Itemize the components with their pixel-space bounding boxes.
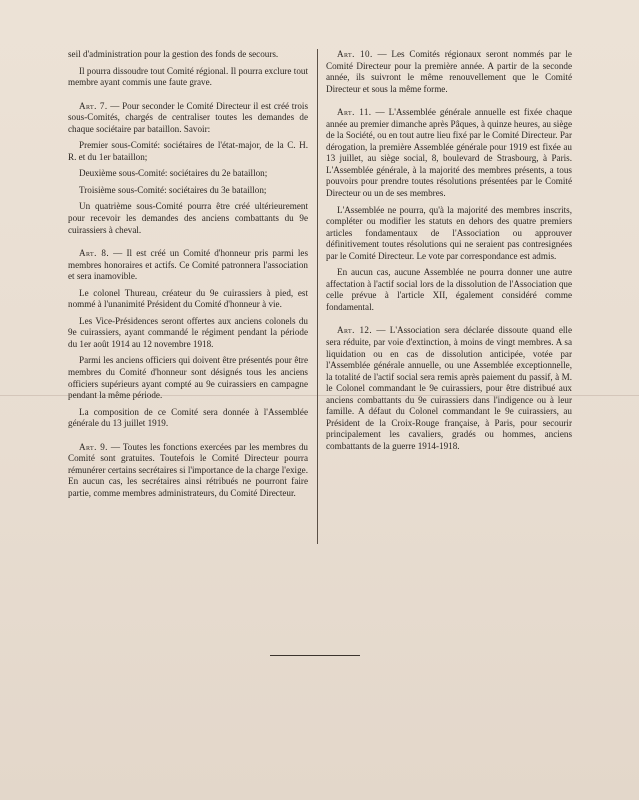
article-12-label: Art. 12. [337,325,373,336]
paragraph-quatrieme-sous-comite: Un quatrième sous-Comité pourra être créé ultérieurement pour recevoir les demandes des anciens combattants du 9e cuirassiers à cheval. [68,201,308,235]
paragraph-premier-sous-comite: Premier sous-Comité: sociétaires de l'état-major, de la C. H. R. et du 1er bataillon; [68,140,308,162]
article-10-text: — Les Comités régionaux seront nommés par le Comité Directeur pour la première année. A partir de la seconde année, ils suivront le même renouvellement que le Comité Directeur et sous la même forme. [326,49,572,94]
article-7-label: Art. 7. [79,100,108,111]
article-9-text: — Toutes les fonctions exercées par les membres du Comité sont gratuites. Toutefois le Comité Directeur pourra rémunérer certains secrétaires si l'importance de la charge l'exige. En aucun cas, les secrétaires ainsi rétribués ne pourront faire partie, comme membres administrateurs, du Comité Directeur. [68,441,308,498]
closing-rule [270,655,360,656]
paragraph-dissoudre: Il pourra dissoudre tout Comité régional. Il pourra exclure tout membre ayant commis une faute grave. [68,65,308,88]
article-12-text: — L'Association sera déclarée dissoute quand elle sera réduite, par voie d'extinction, à moins de vingt membres. A sa liquidation ou en cas de dissolution anticipée, votée par l'Assemblée générale annuelle, ou une Assemblée exceptionnelle, la totalité de l'actif social sera remis après paiement du passif, à M. le Colonel commandant le 9e cuirassiers, pour être distribué aux anciens combattants du 9e cuirassiers dans l'indigence ou à leur famille. A défaut du Colonel commandant le 9e cuirassiers, au Président de la Croix-Rouge française, à Paris, pour secourir principalement les cavaliers, gradés ou hommes, anciens combattants de la guerre 1914-1918. [326,325,572,451]
paragraph-deuxieme-sous-comite: Deuxième sous-Comité: sociétaires du 2e bataillon; [79,168,268,179]
paragraph-vice-presidences: Les Vice-Présidences seront offertes aux anciens colonels du 9e cuirassiers, ayant commandé le régiment pendant la période du 1er août 1914 au 12 novembre 1918. [68,315,308,349]
paragraph-composition: La composition de ce Comité sera donnée à l'Assemblée générale du 13 juillet 1919. [68,406,308,429]
article-11 [326,107,572,199]
paragraph-aucun-cas: En aucun cas, aucune Assemblée ne pourra donner une autre affectation à l'actif social lors de la dissolution de l'Association que celle prévue à l'article XII, également considéré comme fondamental. [326,267,572,312]
paragraph-colonel-thureau: Le colonel Thureau, créateur du 9e cuirassiers à pied, est nommé à l'unanimité Président du Comité d'honneur à vie. [68,287,308,310]
paragraph-troisieme-sous-comite: Troisième sous-Comité: sociétaires du 3e bataillon; [79,184,267,195]
article-11-text: — L'Assemblée générale annuelle est fixée chaque année au premier dimanche après Pâques, à quinze heures, au siège de la Société, ou en tout autre lieu fixé par le Comité Directeur. Par dérogation, la première Assemblée générale pour 1919 est fixée au 13 juillet, au siège social, 8, boulevard de Strasbourg, à Paris. L'Assemblée générale, à la majorité des membres présents, a tous pouvoirs pour prendre toutes résolutions présentées par le Comité Directeur ou un de ses membres. [326,107,572,199]
article-10-label: Art. 10. [337,49,373,59]
paragraph-majorite: L'Assemblée ne pourra, qu'à la majorité des membres inscrits, compléter ou modifier les statuts en dehors des quatre premiers articles fondamentaux de l'Association ou approuver définitivement toutes résolutions qui ne seraient pas contresignées par le Comité Directeur. Le vote par correspondance est admis. [326,204,572,261]
article-8-text: — Il est créé un Comité d'honneur pris parmi les membres honoraires et actifs. Ce Comité patronnera l'association et sera inamovible. [68,248,308,282]
article-9 [68,442,308,500]
article-7 [68,101,308,136]
article-12 [326,325,572,452]
paragraph-anciens-officiers: Parmi les anciens officiers qui doivent être présentés pour être membres du Comité d'honneur sont désignés tous les anciens officiers supérieurs ayant compté au 9e cuirassiers en campagne pendant la même période. [68,355,308,401]
article-8-label: Art. 8. [79,248,109,259]
paragraph-secours: seil d'administration pour la gestion des fonds de secours. [68,49,279,59]
article-8 [68,248,308,283]
column-divider [317,49,318,544]
article-7-text: — Pour seconder le Comité Directeur il est créé trois sous-Comités, chargés de centraliser toutes les demandes de chaque sociétaire par bataillon. Savoir: [68,100,308,134]
article-11-label: Art. 11. [337,107,372,118]
article-9-label: Art. 9. [79,441,108,452]
left-column [68,49,308,505]
right-column [326,49,572,458]
article-10 [326,49,572,95]
